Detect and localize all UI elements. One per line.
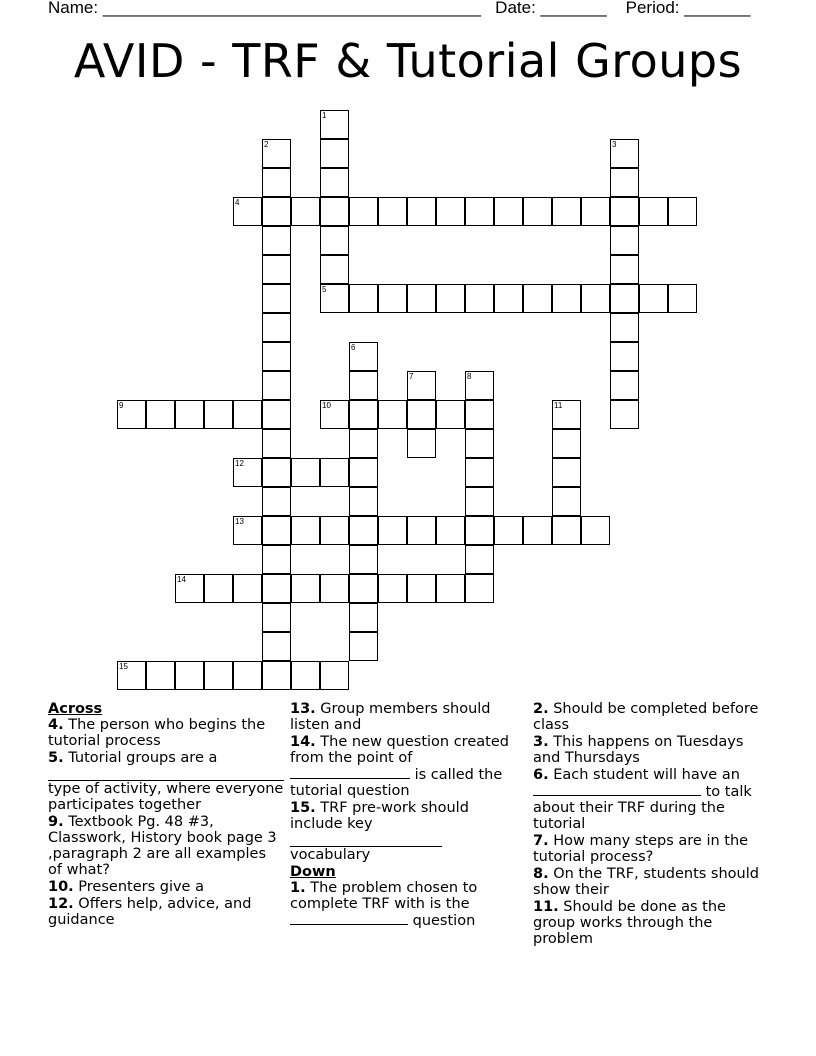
- clue-column-3: [533, 701, 765, 948]
- grid-cell[interactable]: [349, 603, 378, 632]
- clue-number: 8.: [533, 866, 549, 882]
- grid-cell[interactable]: [465, 400, 494, 429]
- grid-cell[interactable]: [639, 284, 668, 313]
- grid-cell[interactable]: [407, 574, 436, 603]
- grid-cell[interactable]: [349, 516, 378, 545]
- page-title: AVID - TRF & Tutorial Groups: [73, 34, 743, 88]
- grid-cell[interactable]: [378, 197, 407, 226]
- grid-cell[interactable]: [523, 516, 552, 545]
- grid-cell[interactable]: [349, 371, 378, 400]
- cell-number: 9: [119, 401, 124, 410]
- grid-cell[interactable]: [581, 516, 610, 545]
- grid-cell[interactable]: [204, 574, 233, 603]
- clue-number: 5.: [48, 750, 64, 766]
- grid-cell[interactable]: [465, 458, 494, 487]
- clue-down-1: [290, 880, 520, 929]
- grid-cell[interactable]: [175, 574, 204, 603]
- grid-cell[interactable]: [581, 284, 610, 313]
- grid-cell[interactable]: [320, 400, 349, 429]
- grid-cell[interactable]: [436, 197, 465, 226]
- grid-cell[interactable]: [349, 545, 378, 574]
- grid-cell[interactable]: [117, 400, 146, 429]
- grid-cell[interactable]: [610, 168, 639, 197]
- answer-blank: [533, 783, 701, 796]
- cell-number: 2: [264, 140, 269, 149]
- cell-number: 1: [322, 111, 327, 120]
- clue-text: How many steps are in the tutorial process?: [533, 833, 749, 865]
- clue-text: to talk about their TRF during the tutorial: [533, 784, 752, 832]
- grid-cell[interactable]: [320, 139, 349, 168]
- grid-cell[interactable]: [465, 516, 494, 545]
- cell-number: 4: [235, 198, 240, 207]
- grid-cell[interactable]: [320, 574, 349, 603]
- cell-number: 3: [612, 140, 617, 149]
- grid-cell[interactable]: [523, 284, 552, 313]
- date-label: Date:: [495, 0, 536, 17]
- period-label: Period:: [625, 0, 680, 17]
- grid-cell[interactable]: [262, 458, 291, 487]
- grid-cell[interactable]: [494, 197, 523, 226]
- period-blank[interactable]: _______: [684, 0, 751, 17]
- grid-cell[interactable]: [349, 429, 378, 458]
- clue-number: 4.: [48, 717, 64, 733]
- grid-cell[interactable]: [465, 487, 494, 516]
- clue-across-4: [48, 717, 284, 749]
- clue-text: TRF pre-work should include key: [290, 800, 469, 832]
- grid-cell[interactable]: [378, 516, 407, 545]
- cell-number: 15: [119, 662, 128, 671]
- grid-cell[interactable]: [436, 516, 465, 545]
- answer-blank: [290, 766, 410, 779]
- clue-text: Textbook Pg. 48 #3, Classwork, History book page 3 ,paragraph 2 are all examples of what?: [48, 814, 277, 878]
- grid-cell[interactable]: [204, 400, 233, 429]
- grid-cell[interactable]: [407, 429, 436, 458]
- grid-cell[interactable]: [320, 516, 349, 545]
- grid-cell[interactable]: [378, 400, 407, 429]
- grid-cell[interactable]: [262, 400, 291, 429]
- grid-cell[interactable]: [262, 284, 291, 313]
- grid-cell[interactable]: [465, 284, 494, 313]
- grid-cell[interactable]: [291, 574, 320, 603]
- grid-cell[interactable]: [581, 197, 610, 226]
- answer-blank: [48, 766, 284, 781]
- grid-cell[interactable]: [349, 197, 378, 226]
- grid-cell[interactable]: [175, 661, 204, 690]
- grid-cell[interactable]: [349, 632, 378, 661]
- clue-down-6: [533, 767, 765, 832]
- grid-cell[interactable]: [552, 400, 581, 429]
- clue-number: 7.: [533, 833, 549, 849]
- clue-text: Group members should listen and: [290, 701, 491, 733]
- grid-cell[interactable]: [291, 197, 320, 226]
- cell-number: 6: [351, 343, 356, 352]
- clue-down-8: [533, 866, 765, 898]
- clue-number: 14.: [290, 734, 316, 750]
- cell-number: 13: [235, 517, 244, 526]
- name-blank[interactable]: ________________________________________: [102, 0, 481, 17]
- grid-cell[interactable]: [291, 516, 320, 545]
- grid-cell[interactable]: [349, 400, 378, 429]
- grid-cell[interactable]: [668, 284, 697, 313]
- clue-text: Tutorial groups are a: [68, 750, 218, 766]
- grid-cell[interactable]: [262, 487, 291, 516]
- date-blank[interactable]: _______: [540, 0, 607, 17]
- clue-across-5: [48, 750, 284, 813]
- clue-number: 11.: [533, 899, 559, 915]
- grid-cell[interactable]: [320, 110, 349, 139]
- clue-text: vocabulary: [290, 847, 371, 863]
- grid-cell[interactable]: [262, 226, 291, 255]
- grid-cell[interactable]: [262, 545, 291, 574]
- grid-cell[interactable]: [494, 516, 523, 545]
- grid-cell[interactable]: [320, 458, 349, 487]
- grid-cell[interactable]: [320, 226, 349, 255]
- grid-cell[interactable]: [320, 255, 349, 284]
- grid-cell[interactable]: [552, 516, 581, 545]
- grid-cell[interactable]: [436, 284, 465, 313]
- grid-cell[interactable]: [407, 284, 436, 313]
- grid-cell[interactable]: [320, 284, 349, 313]
- grid-cell[interactable]: [320, 168, 349, 197]
- grid-cell[interactable]: [262, 313, 291, 342]
- clue-text: The person who begins the tutorial process: [48, 717, 266, 749]
- grid-cell[interactable]: [233, 516, 262, 545]
- grid-cell[interactable]: [262, 342, 291, 371]
- grid-cell[interactable]: [610, 371, 639, 400]
- cell-number: 8: [467, 372, 472, 381]
- grid-cell[interactable]: [407, 400, 436, 429]
- clue-number: 13.: [290, 701, 316, 717]
- answer-blank: [290, 912, 408, 925]
- grid-cell[interactable]: [262, 255, 291, 284]
- grid-cell[interactable]: [262, 139, 291, 168]
- grid-cell[interactable]: [349, 574, 378, 603]
- grid-cell[interactable]: [262, 371, 291, 400]
- clue-down-3: [533, 734, 765, 766]
- grid-cell[interactable]: [610, 197, 639, 226]
- clue-across-15: [290, 800, 520, 863]
- grid-cell[interactable]: [349, 342, 378, 371]
- clue-across-12: [48, 896, 284, 928]
- clue-text: type of activity, where everyone participates together: [48, 781, 284, 813]
- grid-cell[interactable]: [407, 516, 436, 545]
- grid-cell[interactable]: [262, 197, 291, 226]
- clue-text: question: [412, 913, 476, 929]
- clue-number: 6.: [533, 767, 549, 783]
- grid-cell[interactable]: [552, 487, 581, 516]
- grid-cell[interactable]: [349, 487, 378, 516]
- clue-text: Each student will have an: [553, 767, 740, 783]
- grid-cell[interactable]: [523, 197, 552, 226]
- clue-number: 10.: [48, 879, 74, 895]
- grid-cell[interactable]: [262, 516, 291, 545]
- grid-cell[interactable]: [610, 342, 639, 371]
- clue-number: 9.: [48, 814, 64, 830]
- grid-cell[interactable]: [349, 284, 378, 313]
- clue-text: Should be done as the group works through the problem: [533, 899, 726, 947]
- grid-cell[interactable]: [262, 429, 291, 458]
- clue-text: Should be completed before class: [533, 701, 759, 733]
- grid-cell[interactable]: [262, 574, 291, 603]
- clue-across-9: [48, 814, 284, 878]
- grid-cell[interactable]: [407, 371, 436, 400]
- clue-across-14: [290, 734, 520, 799]
- grid-cell[interactable]: [610, 313, 639, 342]
- grid-cell[interactable]: [494, 284, 523, 313]
- grid-cell[interactable]: [436, 574, 465, 603]
- grid-cell[interactable]: [233, 661, 262, 690]
- grid-cell[interactable]: [378, 574, 407, 603]
- clue-text: The problem chosen to complete TRF with is the: [290, 880, 478, 912]
- grid-cell[interactable]: [465, 371, 494, 400]
- grid-cell[interactable]: [610, 400, 639, 429]
- clue-down-7: [533, 833, 765, 865]
- grid-cell[interactable]: [407, 197, 436, 226]
- grid-cell[interactable]: [465, 574, 494, 603]
- cell-number: 7: [409, 372, 414, 381]
- cell-number: 12: [235, 459, 244, 468]
- grid-cell[interactable]: [233, 400, 262, 429]
- grid-cell[interactable]: [610, 284, 639, 313]
- clue-text: This happens on Tuesdays and Thursdays: [533, 734, 744, 766]
- grid-cell[interactable]: [233, 458, 262, 487]
- clue-column-1: [48, 701, 284, 929]
- grid-cell[interactable]: [610, 226, 639, 255]
- clue-text: On the TRF, students should show their: [533, 866, 759, 898]
- clue-text: Presenters give a: [78, 879, 204, 895]
- grid-cell[interactable]: [146, 661, 175, 690]
- grid-cell[interactable]: [117, 661, 146, 690]
- grid-cell[interactable]: [262, 603, 291, 632]
- clue-across-13: [290, 701, 520, 733]
- grid-cell[interactable]: [552, 284, 581, 313]
- clue-down-2: [533, 701, 765, 733]
- grid-cell[interactable]: [378, 284, 407, 313]
- grid-cell[interactable]: [668, 197, 697, 226]
- grid-cell[interactable]: [349, 458, 378, 487]
- grid-cell[interactable]: [639, 197, 668, 226]
- grid-cell[interactable]: [262, 632, 291, 661]
- grid-cell[interactable]: [465, 429, 494, 458]
- grid-cell[interactable]: [233, 574, 262, 603]
- clue-text: Offers help, advice, and guidance: [48, 896, 252, 928]
- grid-cell[interactable]: [465, 197, 494, 226]
- grid-cell[interactable]: [552, 429, 581, 458]
- grid-cell[interactable]: [291, 661, 320, 690]
- grid-cell[interactable]: [146, 400, 175, 429]
- answer-blank: [290, 832, 442, 847]
- grid-cell[interactable]: [204, 661, 233, 690]
- grid-cell[interactable]: [320, 197, 349, 226]
- down-heading: Down: [290, 864, 336, 880]
- grid-cell[interactable]: [320, 661, 349, 690]
- grid-cell[interactable]: [291, 458, 320, 487]
- clue-down-11: [533, 899, 765, 947]
- grid-cell[interactable]: [175, 400, 204, 429]
- cell-number: 10: [322, 401, 331, 410]
- grid-cell[interactable]: [610, 255, 639, 284]
- grid-cell[interactable]: [610, 139, 639, 168]
- clue-number: 1.: [290, 880, 306, 896]
- clue-across-10: [48, 879, 284, 895]
- clue-number: 12.: [48, 896, 74, 912]
- clue-text: is called the tutorial question: [290, 767, 503, 799]
- clue-number: 15.: [290, 800, 316, 816]
- clue-column-2: [290, 701, 520, 930]
- clue-number: 3.: [533, 734, 549, 750]
- cell-number: 14: [177, 575, 186, 584]
- cell-number: 11: [554, 401, 563, 410]
- clue-number: 2.: [533, 701, 549, 717]
- across-heading: Across: [48, 701, 103, 717]
- grid-cell[interactable]: [552, 197, 581, 226]
- grid-cell[interactable]: [552, 458, 581, 487]
- grid-cell[interactable]: [233, 197, 262, 226]
- cell-number: 5: [322, 285, 327, 294]
- grid-cell[interactable]: [262, 661, 291, 690]
- grid-cell[interactable]: [436, 400, 465, 429]
- clue-text: The new question created from the point of: [290, 734, 509, 766]
- grid-cell[interactable]: [262, 168, 291, 197]
- name-label: Name:: [48, 0, 99, 17]
- grid-cell[interactable]: [465, 545, 494, 574]
